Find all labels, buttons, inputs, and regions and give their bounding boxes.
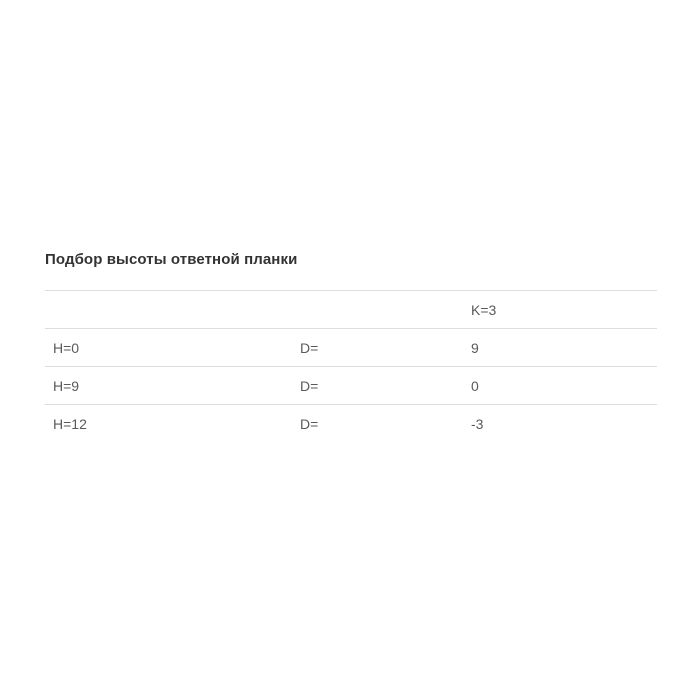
height-table xyxy=(45,290,657,442)
cell-d-label: D= xyxy=(300,377,319,394)
cell-h: H=9 xyxy=(53,377,80,394)
cell-d-value: 0 xyxy=(471,377,479,394)
header-cell-k: K=3 xyxy=(471,301,497,318)
content-block xyxy=(45,250,657,442)
table-header-row xyxy=(45,291,657,329)
section-title: Подбор высоты ответной планки xyxy=(45,251,298,268)
cell-d-label: D= xyxy=(300,415,319,432)
cell-d-label: D= xyxy=(300,339,319,356)
table-row xyxy=(45,367,657,405)
table-row xyxy=(45,329,657,367)
cell-h: H=12 xyxy=(53,415,87,432)
header-cell xyxy=(292,291,458,329)
cell-d-value: 9 xyxy=(471,339,479,356)
table-row xyxy=(45,405,657,443)
cell-d-value: -3 xyxy=(471,415,484,432)
cell-h: H=0 xyxy=(53,339,80,356)
header-cell xyxy=(45,291,292,329)
